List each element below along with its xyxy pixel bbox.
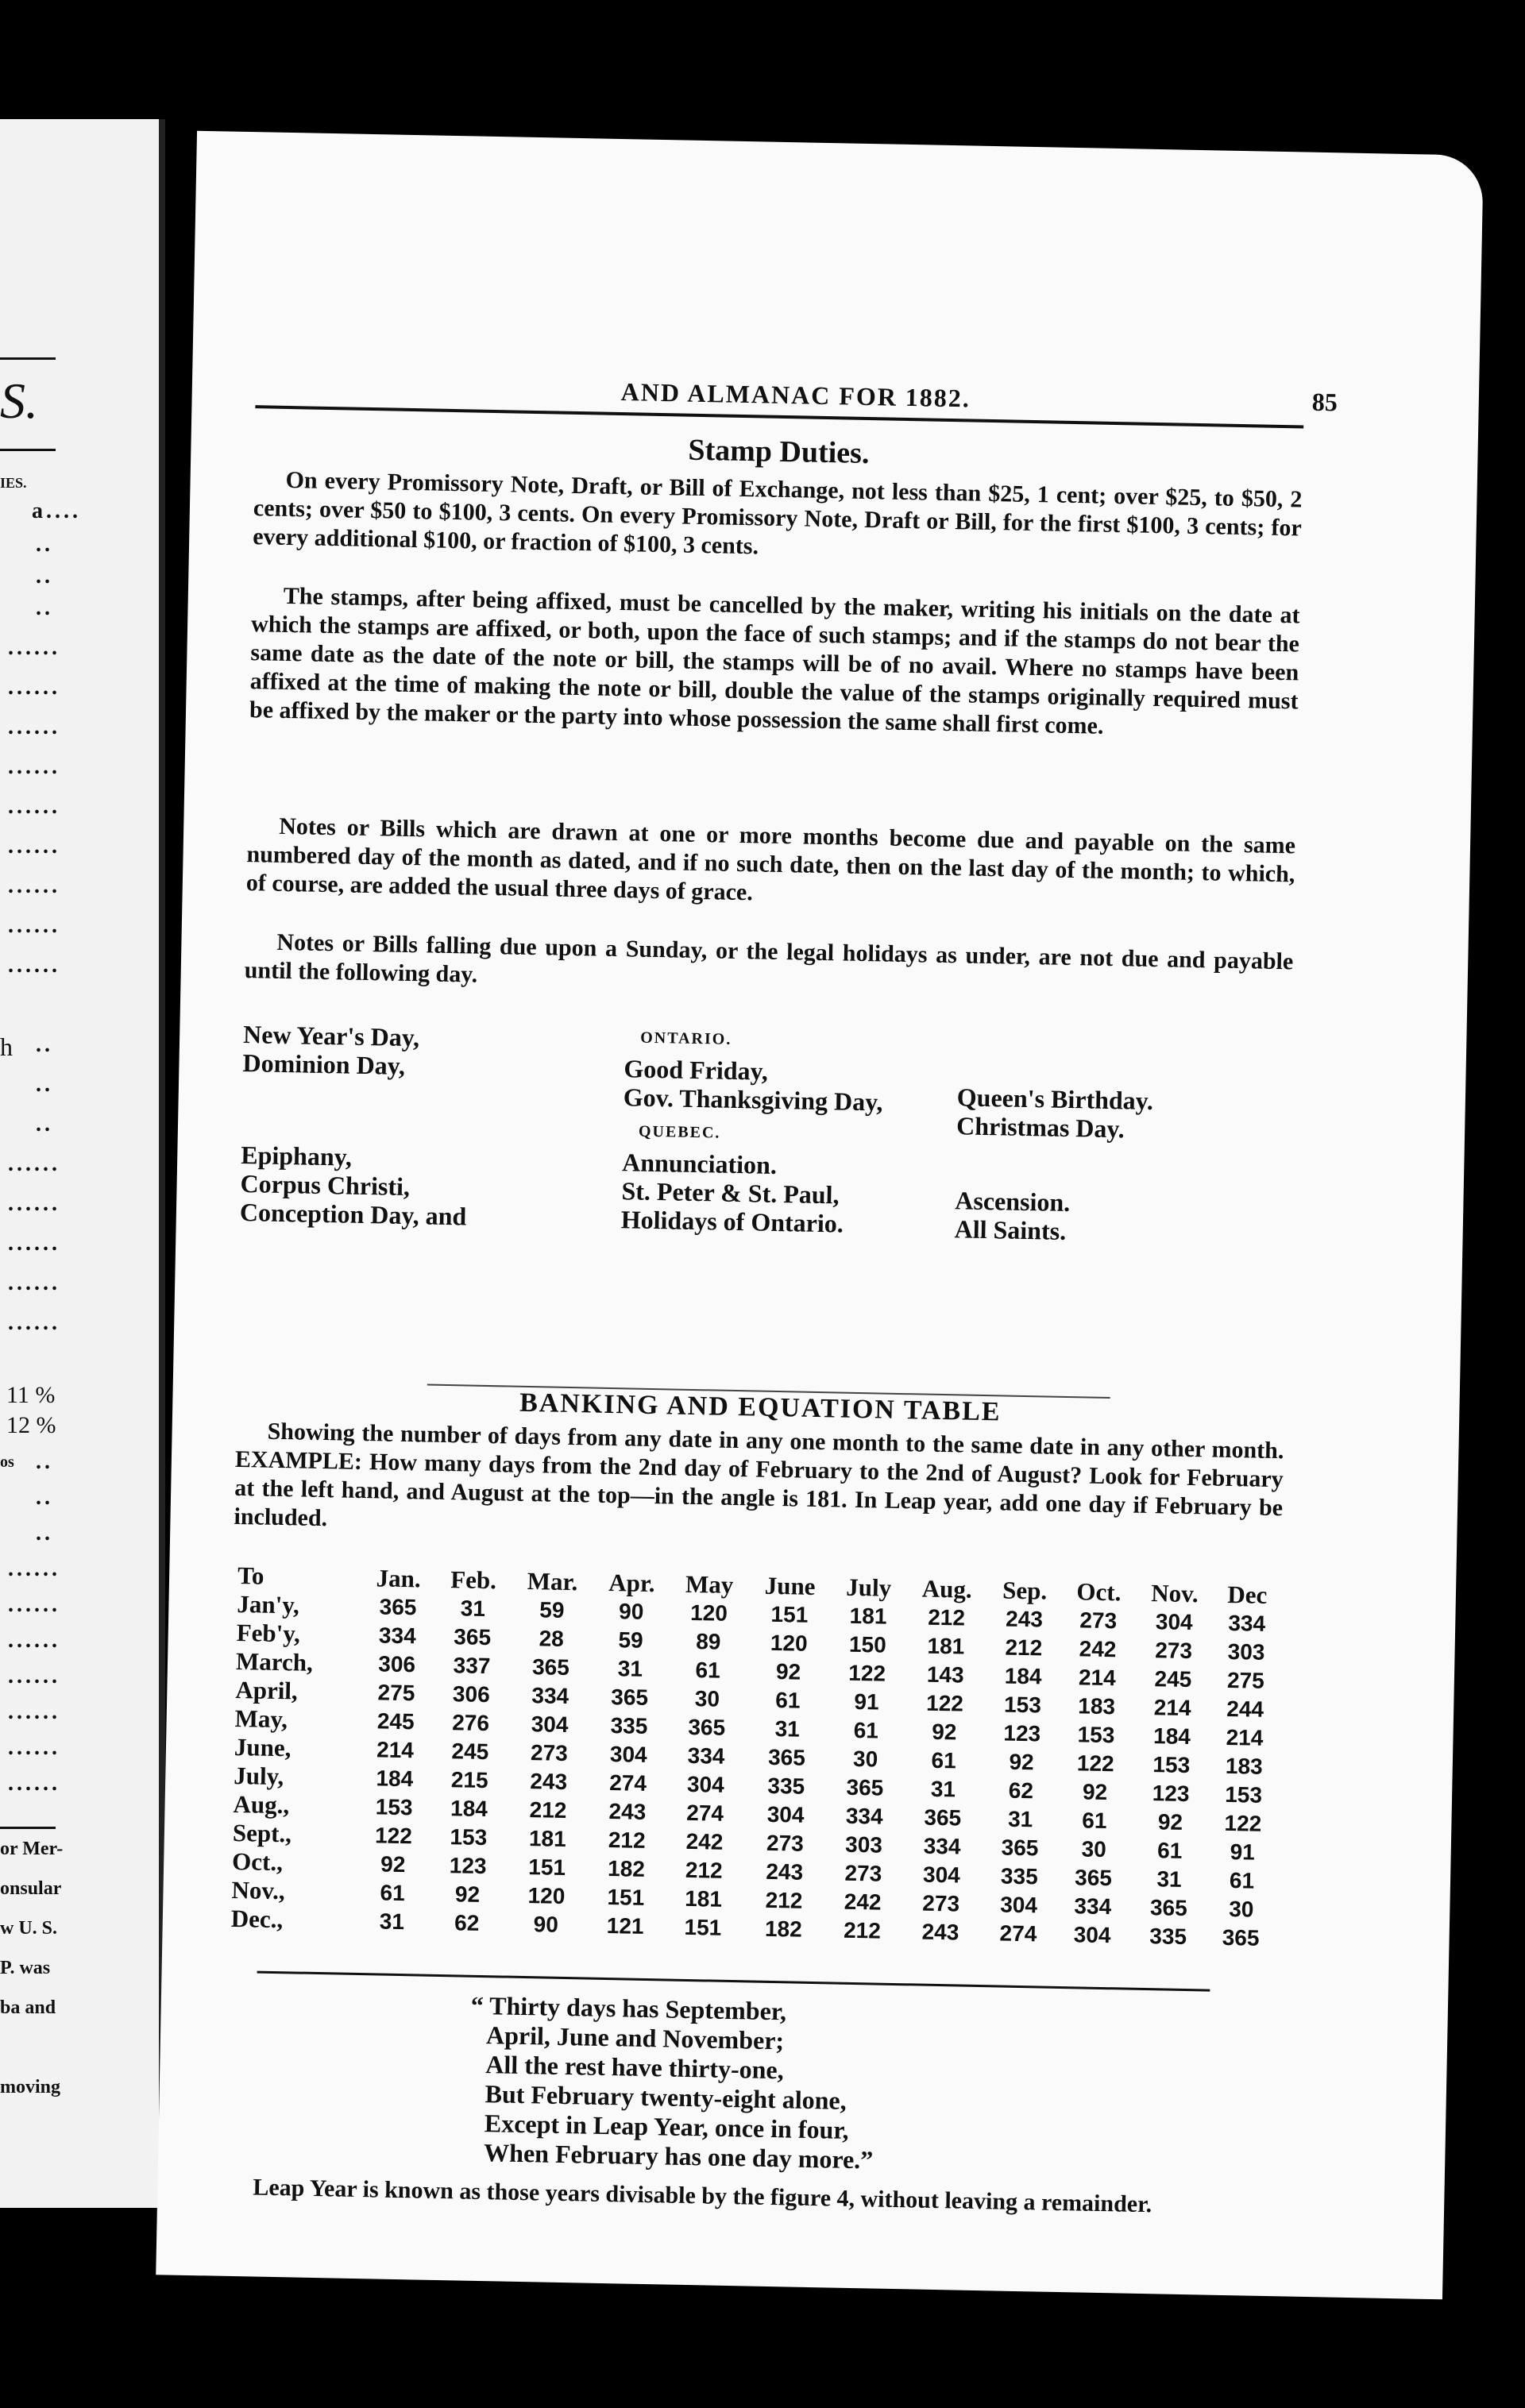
stamp-paragraph-1: On every Promissory Note, Draft, or Bill of Exchange, not less than $25, 1 cent; over $25, to $50, 2 cents; over $50 to $100, 3 cents. On every Promissory Note, Draft or Bill, for the first $100, 3 cents; for every additional $100, or fraction of $100, 3 cents. (252, 466, 1303, 560)
table-cell: 61 (931, 1747, 957, 1773)
left-page-leader: ...... (8, 1231, 60, 1256)
table-cell: 153 (450, 1824, 488, 1850)
table-cell: 30 (852, 1746, 878, 1772)
table-cell: 122 (374, 1823, 413, 1849)
ontario-holidays-col-2: Good Friday, Gov. Thanksgiving Day, (623, 1054, 883, 1117)
left-page-leader: ...... (8, 635, 60, 660)
quebec-label: QUEBEC. (638, 1122, 721, 1142)
stamp-paragraph-2: The stamps, after being affixed, must be cancelled by the maker, writing his initials on the date at which the stamps are affixed, or both, upon the face of such stamps; and if the stamps do not bear the same date as the date of the note or bill, the stamps will be of no avail. Where no stamps have been affixed at the time of making the note or bill, double the value of the stamps originally required must be affixed by the maker or the party into whose possession the same shall first come. (249, 582, 1300, 739)
left-page-leader: ...... (8, 1771, 60, 1796)
row-label: Sept., (232, 1818, 292, 1848)
left-page-leader: .. (36, 532, 53, 557)
row-label: Dec., (230, 1904, 284, 1934)
table-cell: 123 (1152, 1781, 1190, 1807)
table-cell: 335 (610, 1713, 648, 1738)
column-header: May (685, 1569, 734, 1599)
table-cell: 122 (1076, 1750, 1114, 1777)
column-header: Apr. (608, 1568, 655, 1598)
table-cell: 181 (528, 1826, 567, 1852)
table-cell: 365 (767, 1744, 806, 1770)
table-cell: 183 (1078, 1693, 1116, 1719)
left-page-leader: ...... (8, 874, 60, 898)
table-cell: 274 (608, 1770, 647, 1796)
table-cell: 243 (766, 1858, 804, 1885)
table-cell: 90 (533, 1912, 559, 1937)
table-cell: 212 (927, 1604, 966, 1630)
table-cell: 303 (1227, 1638, 1265, 1665)
table-cell: 303 (844, 1831, 883, 1858)
banking-equation-table (226, 1561, 1282, 1953)
left-page-percent-11: 11 % (6, 1382, 56, 1408)
stamp-duties-heading: Stamp Duties. (688, 433, 870, 471)
left-page-leader: .. (36, 596, 53, 620)
table-cell: 273 (1154, 1638, 1193, 1664)
row-label: Feb'y, (236, 1619, 301, 1648)
table-cell: 334 (378, 1623, 417, 1649)
left-page-leader: ...... (8, 1592, 60, 1617)
table-cell: 245 (1154, 1666, 1192, 1692)
table-cell: 214 (1078, 1665, 1117, 1691)
table-cell: 143 (926, 1661, 964, 1688)
column-header: Nov. (1150, 1579, 1199, 1608)
table-cell: 122 (925, 1690, 964, 1716)
table-cell: 61 (695, 1657, 721, 1683)
table-cell: 123 (449, 1853, 487, 1879)
table-cell: 120 (770, 1630, 808, 1656)
page-content (230, 132, 1338, 2218)
poem-line: Except in Leap Year, once in four, (484, 2109, 849, 2144)
table-cell: 365 (1149, 1895, 1188, 1921)
leap-year-note: Leap Year is known as those years divisable by the figure 4, without leaving a remainder. (253, 2174, 1152, 2218)
table-cell: 365 (846, 1774, 884, 1800)
table-cell: 214 (1153, 1695, 1191, 1721)
left-page-rule (0, 449, 56, 451)
row-label: July, (233, 1761, 284, 1791)
table-cell: 184 (450, 1796, 488, 1822)
table-cell: 183 (1225, 1753, 1263, 1779)
left-page-bottom-line-5: ba and (0, 1997, 56, 2018)
left-page-leader: ...... (8, 1735, 60, 1760)
table-cell: 214 (1226, 1724, 1264, 1750)
left-page-leader: ...... (8, 834, 60, 859)
table-cell: 304 (686, 1771, 725, 1797)
table-cell: 304 (922, 1862, 961, 1888)
table-cell: 334 (1074, 1893, 1112, 1920)
row-label: May, (234, 1704, 288, 1734)
table-cell: 212 (765, 1887, 803, 1913)
table-cell: 31 (617, 1656, 643, 1681)
table-cell: 153 (1224, 1781, 1263, 1808)
table-cell: 153 (1003, 1692, 1042, 1718)
column-header: Oct. (1076, 1577, 1122, 1607)
table-cell: 212 (529, 1797, 567, 1823)
table-cell: 245 (376, 1708, 415, 1735)
left-page-leader: ...... (8, 1557, 60, 1581)
table-cell: 151 (684, 1914, 722, 1940)
left-page-title-fragment: S. (0, 372, 38, 429)
table-cell: 61 (1156, 1838, 1183, 1863)
table-cell: 62 (1008, 1777, 1034, 1804)
table-cell: 365 (611, 1684, 649, 1710)
poem-line: All the rest have thirty-one, (485, 2050, 785, 2085)
left-page-leader: .. (36, 564, 53, 588)
table-cell: 184 (1152, 1723, 1191, 1750)
table-cell: 243 (530, 1769, 568, 1795)
table-cell: 31 (774, 1716, 801, 1742)
table-cell: 242 (685, 1828, 724, 1854)
row-label: Aug., (233, 1789, 290, 1820)
table-cell: 215 (450, 1767, 488, 1793)
table-cell: 92 (931, 1719, 957, 1745)
table-cell: 181 (849, 1603, 887, 1629)
table-body (226, 1590, 1281, 1953)
table-cell: 92 (775, 1659, 801, 1684)
table-cell: 184 (376, 1765, 414, 1792)
page-number: 85 (1311, 387, 1338, 417)
column-header: Sep. (1002, 1576, 1048, 1605)
table-cell: 31 (460, 1596, 486, 1622)
table-cell: 365 (1222, 1924, 1260, 1951)
table-cell: 276 (451, 1710, 490, 1736)
table-cell: 304 (766, 1801, 805, 1827)
left-page-leader: a.... (32, 499, 81, 523)
table-cell: 153 (1152, 1752, 1191, 1778)
table-cell: 61 (1229, 1868, 1255, 1893)
banking-description: Showing the number of days from any date in any one month to the same date in any other month. EXAMPLE: How many days from the 2nd day of February to the 2nd of August? Look for February at the left hand, and August at the top—in the angle is 181. In Leap year, add one day if February be included. (234, 1418, 1284, 1532)
table-cell: 365 (1001, 1835, 1039, 1861)
left-page-bottom-line-1: or Mer- (0, 1839, 64, 1859)
row-label: March, (235, 1646, 314, 1677)
table-cell: 243 (608, 1799, 647, 1824)
table-cell: 365 (688, 1714, 726, 1740)
left-page-leader: .. (36, 1485, 53, 1510)
column-header: Jan. (376, 1564, 422, 1593)
left-page-leader: ...... (8, 675, 60, 700)
left-page-leader: ...... (8, 1191, 60, 1216)
table-cell: 273 (530, 1740, 569, 1766)
table-cell: 337 (453, 1653, 491, 1679)
table-cell: 304 (531, 1711, 569, 1738)
table-cell: 120 (689, 1600, 728, 1626)
left-page-leader: .. (36, 1112, 53, 1136)
table-cell: 92 (1157, 1809, 1183, 1835)
table-cell: 92 (1082, 1779, 1108, 1805)
table-cell: 61 (775, 1688, 801, 1713)
poem-line: “ Thirty days has September, (470, 1990, 787, 2026)
table-cell: 335 (1000, 1863, 1038, 1889)
table-cell: 334 (923, 1833, 961, 1859)
table-cell: 89 (695, 1629, 721, 1654)
left-page-leader: ...... (8, 1271, 60, 1295)
table-cell: 275 (377, 1680, 415, 1706)
column-header: Feb. (450, 1565, 497, 1595)
left-page-leader: ...... (8, 1310, 60, 1335)
table-cell: 182 (764, 1916, 803, 1942)
table-cell: 59 (539, 1597, 565, 1623)
table-cell: 153 (375, 1794, 413, 1820)
table-cell: 243 (1005, 1606, 1044, 1632)
quebec-holidays-col-1: Epiphany, Corpus Christi, Conception Day, and (239, 1140, 467, 1231)
table-cell: 274 (686, 1800, 724, 1826)
table-cell: 304 (1155, 1609, 1193, 1635)
table-cell: 30 (694, 1686, 720, 1711)
table-cell: 212 (1005, 1634, 1043, 1661)
left-page-leader: ...... (8, 913, 60, 938)
table-cell: 273 (844, 1860, 882, 1886)
table-cell: 182 (607, 1856, 646, 1881)
column-header: June (764, 1571, 816, 1600)
table-cell: 31 (379, 1908, 405, 1935)
table-cell: 365 (924, 1804, 962, 1831)
left-facing-page (0, 119, 165, 2208)
table-cell: 212 (685, 1857, 723, 1883)
left-page-column-fragment: IES. (0, 475, 27, 491)
table-cell: 334 (845, 1803, 883, 1829)
banking-table-heading: BANKING AND EQUATION TABLE (519, 1387, 1002, 1427)
stamp-paragraph-3: Notes or Bills which are drawn at one or more months become due and payable on the same numbered day of the month as dated, and if no such date, then on the last day of the month; to which, of course, are added the usual three days of grace. (245, 812, 1296, 906)
left-page-bottom-line-2: onsular (0, 1878, 62, 1899)
table-cell: 335 (767, 1773, 805, 1799)
table-cell: 30 (1228, 1897, 1254, 1922)
left-page-bottom-line-4: P. was (0, 1958, 51, 1978)
left-page-leader: .. (36, 1072, 53, 1097)
table-cell: 306 (452, 1681, 490, 1708)
table-cell: 153 (1077, 1722, 1115, 1748)
poem-line: But February twenty-eight alone, (485, 2079, 847, 2115)
table-cell: 334 (1228, 1610, 1266, 1636)
table-cell: 242 (844, 1889, 882, 1915)
quebec-holidays-col-3: Ascension. All Saints. (954, 1186, 1071, 1245)
table-cell: 31 (930, 1776, 956, 1802)
left-page-line-h: h (0, 1032, 13, 1061)
table-cell: 151 (528, 1854, 566, 1881)
table-cell: 304 (1073, 1922, 1111, 1948)
column-header: July (846, 1573, 892, 1602)
table-cell: 31 (1156, 1866, 1182, 1892)
table-cell: 91 (1230, 1839, 1256, 1865)
left-page-leader: ...... (8, 715, 60, 739)
table-cell: 212 (843, 1917, 882, 1943)
table-cell: 181 (927, 1633, 965, 1659)
table-cell: 244 (1226, 1696, 1264, 1722)
table-cell: 184 (1004, 1663, 1042, 1689)
ontario-holidays-col-1: New Year's Day, Dominion Day, (242, 1020, 420, 1080)
left-page-leader: .. (36, 1032, 53, 1057)
ontario-holidays-col-3: Queen's Birthday. Christmas Day. (956, 1082, 1154, 1144)
poem-line: April, June and November; (485, 2020, 785, 2055)
table-cell: 122 (1224, 1810, 1262, 1836)
table-cell: 61 (853, 1717, 879, 1743)
table-cell: 365 (1074, 1865, 1113, 1891)
left-page-leader: ...... (8, 754, 60, 779)
table-cell: 30 (1081, 1836, 1107, 1862)
months-poem (460, 1991, 1098, 2179)
row-label: Nov., (231, 1875, 286, 1905)
left-page-bottom-line-7: moving (0, 2077, 61, 2097)
table-cell: 334 (531, 1683, 569, 1709)
table-cell: 28 (539, 1626, 565, 1651)
table-cell: 273 (766, 1830, 805, 1856)
stamp-paragraph-4: Notes or Bills falling due upon a Sunday, or the legal holidays as under, are not due and payable until the following day. (244, 928, 1294, 988)
table-cell: 365 (379, 1594, 417, 1620)
left-page-rule (0, 357, 56, 360)
table-cell: 243 (921, 1919, 959, 1945)
table-cell: 62 (454, 1910, 480, 1935)
left-page-bottom-line-3: w U. S. (0, 1918, 58, 1939)
table-cell: 61 (1082, 1808, 1107, 1834)
table-cell: 92 (1009, 1749, 1034, 1775)
ontario-label: ONTARIO. (640, 1028, 732, 1048)
table-cell: 304 (1000, 1892, 1038, 1918)
table-cell: 245 (451, 1738, 489, 1765)
table-cell: 121 (606, 1913, 644, 1939)
table-cell: 214 (376, 1737, 415, 1763)
quebec-holidays-col-2: Annunciation. St. Peter & St. Paul, Holidays of Ontario. (620, 1148, 844, 1238)
table-cell: 92 (380, 1851, 406, 1877)
table-cell: 306 (378, 1651, 416, 1677)
table-cell: 365 (454, 1624, 492, 1650)
table-cell: 122 (848, 1660, 886, 1686)
left-page-leader: ...... (8, 794, 60, 819)
table-cell: 365 (531, 1654, 570, 1681)
table-cell: 90 (618, 1599, 644, 1624)
table-cell: 212 (608, 1827, 646, 1853)
table-cell: 59 (618, 1627, 643, 1653)
table-cell: 334 (687, 1742, 725, 1769)
table-cell: 92 (454, 1881, 481, 1907)
table-cell: 242 (1079, 1636, 1117, 1662)
table-cell: 61 (380, 1880, 406, 1906)
left-page-leader: ...... (8, 1628, 60, 1653)
column-header: Aug. (921, 1574, 973, 1603)
almanac-page (156, 131, 1484, 2300)
row-label: Jan'y, (237, 1590, 300, 1619)
left-page-leader: .. (36, 1449, 53, 1474)
row-label: April, (235, 1675, 299, 1705)
left-page-rule (0, 1827, 56, 1829)
table-cell: 273 (922, 1890, 960, 1916)
row-label: Oct., (231, 1847, 284, 1877)
left-page-percent-12: 12 % (6, 1412, 56, 1438)
table-cell: 275 (1226, 1667, 1265, 1693)
table-corner-label: To (237, 1561, 264, 1590)
column-header: Dec (1227, 1580, 1268, 1609)
table-cell: 150 (848, 1631, 887, 1657)
table-cell: 335 (1149, 1924, 1187, 1950)
left-page-leader: ...... (8, 1700, 60, 1724)
table-bottom-rule (257, 1971, 1210, 1992)
running-head: AND ALMANAC FOR 1882. (620, 377, 971, 413)
table-cell: 120 (527, 1883, 566, 1908)
left-page-leader: ...... (8, 953, 60, 978)
left-page-leader: .. (36, 1521, 53, 1546)
table-cell: 274 (999, 1920, 1037, 1947)
table-cell: 304 (609, 1742, 647, 1767)
table-cell: 123 (1003, 1720, 1041, 1746)
left-page-leader: ...... (8, 1664, 60, 1688)
table-cell: 151 (770, 1601, 809, 1627)
poem-line: When February has one day more.” (483, 2138, 874, 2175)
table-cell: 31 (1007, 1806, 1033, 1832)
left-page-leader: ...... (8, 1152, 60, 1176)
left-page-os-fragment: os (0, 1453, 14, 1471)
table-cell: 181 (684, 1885, 723, 1912)
column-header: Mar. (527, 1567, 578, 1596)
table-cell: 91 (854, 1688, 879, 1715)
row-label: June, (234, 1732, 291, 1762)
table-cell: 273 (1079, 1607, 1118, 1634)
table-cell: 151 (607, 1885, 645, 1910)
